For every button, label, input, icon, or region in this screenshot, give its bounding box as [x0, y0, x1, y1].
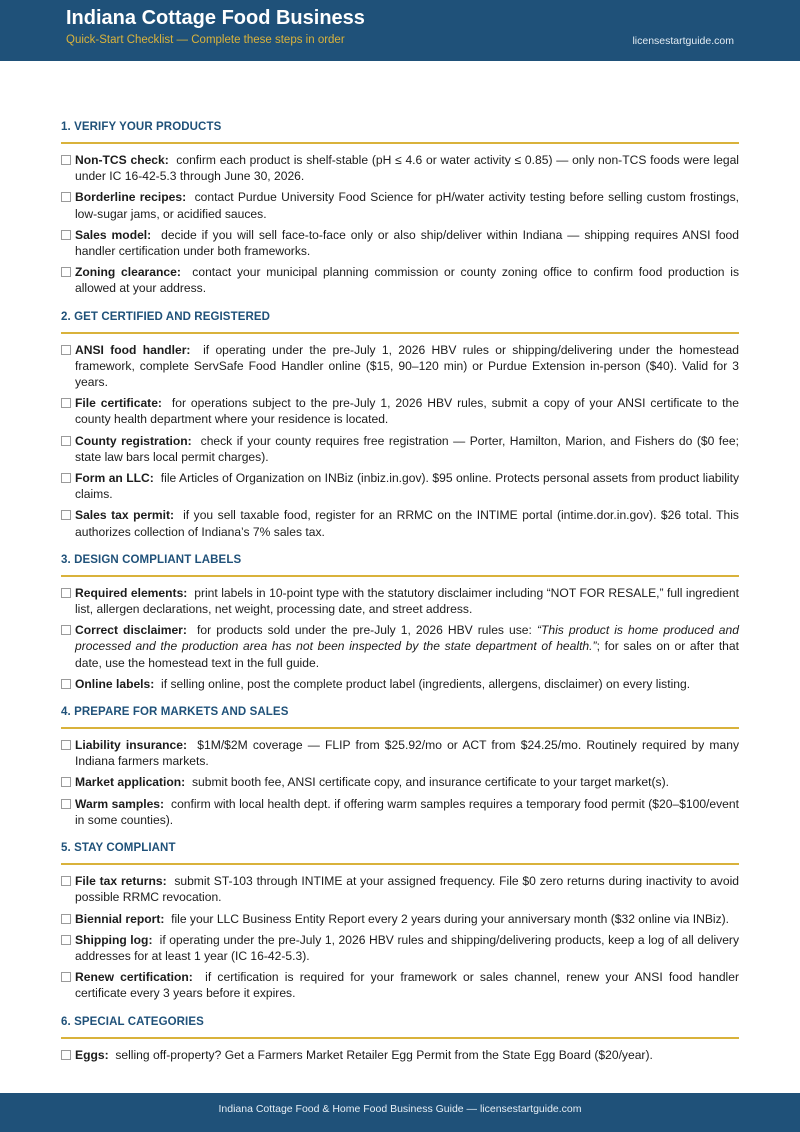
- checkbox-icon[interactable]: [61, 345, 71, 355]
- checklist-item: [61, 969, 739, 1001]
- item-label: Biennial report:: [75, 911, 165, 926]
- footer-text: Indiana Cottage Food & Home Food Business Guide — licensestartguide.com: [218, 1103, 582, 1115]
- checklist-item: [61, 932, 739, 964]
- item-text: file Articles of Organization on INBiz (inbiz.in.gov). $95 online. Protects personal assets from product liability claims.: [75, 471, 739, 502]
- checkbox-icon[interactable]: [61, 679, 71, 689]
- item-text: decide if you will sell face-to-face only or also ship/deliver within Indiana — shipping requires ANSI food handler certification under both frameworks.: [75, 227, 739, 259]
- item-text: file your LLC Business Entity Report every 2 years during your anniversary month ($32 online via INBiz).: [171, 911, 730, 926]
- checklist: [61, 1047, 739, 1063]
- item-label: Correct disclaimer:: [75, 623, 187, 638]
- item-label: Form an LLC:: [75, 471, 154, 486]
- item-label: County registration:: [75, 433, 192, 448]
- checkbox-icon[interactable]: [61, 914, 71, 924]
- item-text: contact Purdue University Food Science for pH/water activity testing before selling custom frostings, low-sugar jams, or acidified sauces.: [75, 190, 739, 221]
- checklist-item: [61, 873, 739, 905]
- item-text: submit booth fee, ANSI certificate copy, and insurance certificate to your target market(s).: [191, 775, 669, 790]
- item-text: check if your county requires free registration — Porter, Hamilton, Marion, and Fishers do ($0 fee; state law bars local permit charges).: [75, 433, 739, 464]
- section-title: 4. PREPARE FOR MARKETS AND SALES: [61, 699, 739, 729]
- page-header: [0, 0, 800, 61]
- checklist-item: [61, 470, 739, 502]
- item-text: if selling online, post the complete product label (ingredients, allergens, disclaimer) on every listing.: [161, 676, 691, 691]
- item-text: if certification is required for your framework or sales channel, renew your ANSI food handler certificate every 3 years before it expires.: [75, 970, 739, 1001]
- section-title: 1. VERIFY YOUR PRODUCTS: [61, 114, 739, 144]
- checklist-item: [61, 737, 739, 769]
- item-label: Zoning clearance:: [75, 265, 181, 280]
- item-label: Sales tax permit:: [75, 508, 175, 523]
- checklist: [61, 342, 739, 540]
- item-text: print labels in 10-point type with the statutory disclaimer including “NOT FOR RESALE,” full ingredient list, allergen declarations, net weight, processing date, and street address.: [75, 585, 739, 617]
- item-text: selling off-property? Get a Farmers Market Retailer Egg Permit from the State Egg Board ($20/year).: [115, 1047, 653, 1062]
- checkbox-icon[interactable]: [61, 1050, 71, 1060]
- item-label: File tax returns:: [75, 874, 167, 889]
- item-label: Online labels:: [75, 676, 155, 691]
- checklist-item: [61, 264, 739, 296]
- item-label: File certificate:: [75, 396, 162, 411]
- section-title: 6. SPECIAL CATEGORIES: [61, 1009, 739, 1039]
- item-label: Market application:: [75, 775, 186, 790]
- checkbox-icon[interactable]: [61, 777, 71, 787]
- checkbox-icon[interactable]: [61, 230, 71, 240]
- checkbox-icon[interactable]: [61, 625, 71, 635]
- disclaimer-quote: “This product is home produced and processed and the production area has not been inspected by the state department of health.”: [75, 623, 739, 654]
- page-subtitle: Quick-Start Checklist — Complete these steps in order: [66, 34, 345, 46]
- item-text: if operating under the pre-July 1, 2026 HBV rules or shipping/delivering under the homestead framework, complete ServSafe Food Handler online ($15, 90–120 min) or Purdue Extension in-person ($40). Valid for 3 years.: [75, 342, 739, 390]
- checklist-item: [61, 342, 739, 391]
- checklist-item: [61, 911, 739, 927]
- checklist-content: [61, 114, 739, 1070]
- checklist: [61, 585, 739, 692]
- checklist-item: [61, 1047, 739, 1063]
- checklist-item: [61, 152, 739, 184]
- item-label: Shipping log:: [75, 932, 153, 947]
- checkbox-icon[interactable]: [61, 935, 71, 945]
- item-text: confirm with local health dept. if offering warm samples requires a temporary food permit ($20–$100/event in some counties).: [75, 796, 739, 827]
- checkbox-icon[interactable]: [61, 192, 71, 202]
- checklist: [61, 152, 739, 297]
- checklist-item: [61, 774, 739, 790]
- item-label: Borderline recipes:: [75, 190, 187, 205]
- checklist: [61, 737, 739, 828]
- checkbox-icon[interactable]: [61, 588, 71, 598]
- item-text: $1M/$2M coverage — FLIP from $25.92/mo or ACT from $24.25/mo. Routinely required by many Indiana farmers markets.: [75, 738, 739, 769]
- checklist-item: [61, 622, 739, 671]
- checklist-item: [61, 585, 739, 617]
- item-text: if you sell taxable food, register for an RRMC on the INTIME portal (intime.dor.in.gov). $26 total. This authorizes collection of Indiana’s 7% sales tax.: [75, 508, 739, 539]
- checkbox-icon[interactable]: [61, 799, 71, 809]
- checkbox-icon[interactable]: [61, 510, 71, 520]
- checkbox-icon[interactable]: [61, 473, 71, 483]
- item-text: confirm each product is shelf-stable (pH ≤ 4.6 or water activity ≤ 0.85) — only non-TCS foods were legal under IC 16-42-5.3 through June 30, 2026.: [75, 153, 739, 184]
- checkbox-icon[interactable]: [61, 267, 71, 277]
- item-label: Warm samples:: [75, 796, 165, 811]
- checkbox-icon[interactable]: [61, 972, 71, 982]
- page-footer: [0, 1093, 800, 1132]
- checkbox-icon[interactable]: [61, 876, 71, 886]
- checklist-item: [61, 395, 739, 427]
- site-name: licensestartguide.com: [632, 35, 734, 47]
- item-text: submit ST-103 through INTIME at your assigned frequency. File $0 zero returns during inactivity to avoid possible RRMC revocation.: [75, 874, 739, 905]
- checkbox-icon[interactable]: [61, 398, 71, 408]
- checklist-item: [61, 227, 739, 259]
- checkbox-icon[interactable]: [61, 155, 71, 165]
- checklist-item: [61, 676, 739, 692]
- item-text-continued: ; for sales on or after that date, use the homestead text in the full guide.: [75, 639, 739, 670]
- checklist: [61, 873, 739, 1001]
- section-title: 5. STAY COMPLIANT: [61, 835, 739, 865]
- item-label: Required elements:: [75, 585, 188, 600]
- item-label: Sales model:: [75, 227, 152, 242]
- section-title: 2. GET CERTIFIED AND REGISTERED: [61, 304, 739, 334]
- section-title: 3. DESIGN COMPLIANT LABELS: [61, 547, 739, 577]
- item-label: ANSI food handler:: [75, 342, 191, 357]
- checklist-item: [61, 189, 739, 221]
- item-text: contact your municipal planning commission or county zoning office to confirm food production is allowed at your address.: [75, 265, 739, 296]
- checkbox-icon[interactable]: [61, 740, 71, 750]
- item-text: for operations subject to the pre-July 1, 2026 HBV rules, submit a copy of your ANSI certificate to the county health department where your residence is located.: [75, 396, 739, 427]
- item-label: Non-TCS check:: [75, 153, 169, 167]
- item-text: for products sold under the pre-July 1, 2026 HBV rules use:: [197, 623, 537, 638]
- item-label: Renew certification:: [75, 970, 193, 985]
- item-text: if operating under the pre-July 1, 2026 HBV rules and shipping/delivering products, keep a log of all delivery addresses for at least 1 year (IC 16-42-5.3).: [75, 932, 739, 963]
- page-title: Indiana Cottage Food Business: [66, 7, 365, 29]
- item-label: Liability insurance:: [75, 738, 187, 753]
- checklist-item: [61, 796, 739, 828]
- item-label: Eggs:: [75, 1047, 109, 1062]
- checklist-item: [61, 507, 739, 539]
- checkbox-icon[interactable]: [61, 436, 71, 446]
- checklist-item: [61, 433, 739, 465]
